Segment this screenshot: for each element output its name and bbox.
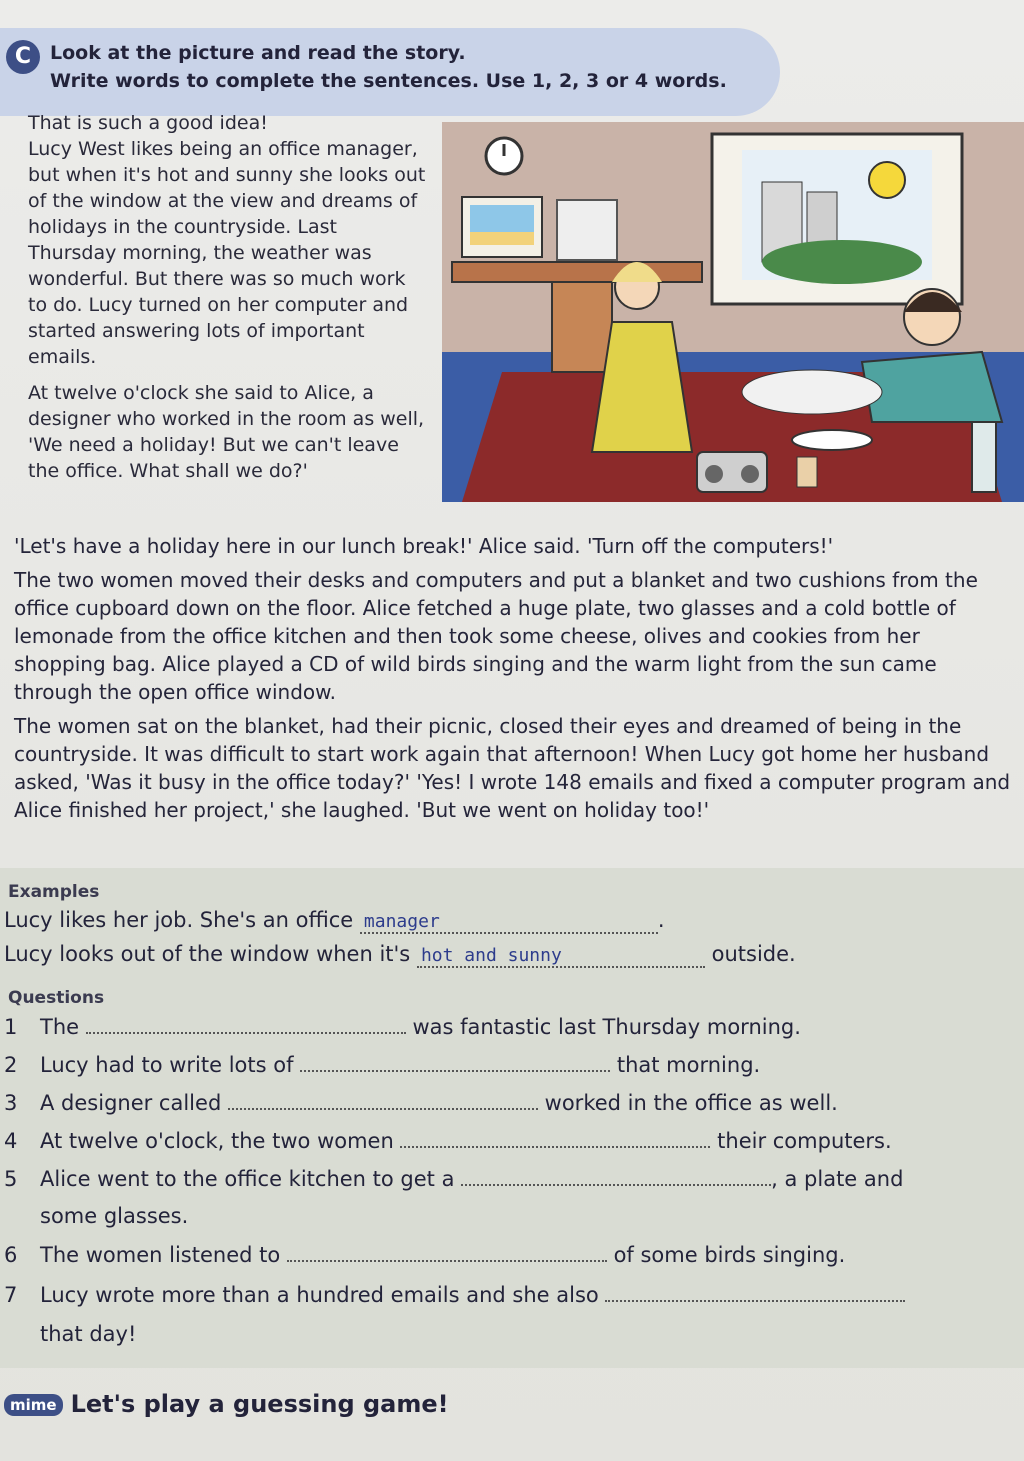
question-3-number: 3 — [4, 1091, 18, 1115]
question-2-number: 2 — [4, 1053, 18, 1077]
sun-icon — [869, 162, 905, 198]
question-5-blank[interactable] — [461, 1166, 771, 1186]
example-1 — [4, 908, 665, 934]
question-1-after: was fantastic last Thursday morning. — [412, 1015, 801, 1039]
question-6-blank[interactable] — [287, 1242, 607, 1262]
question-7-before: Lucy wrote more than a hundred emails and she also — [40, 1283, 599, 1307]
guessing-game-heading — [4, 1390, 449, 1418]
story-paragraph-3-text: 'Let's have a holiday here in our lunch break!' Alice said. 'Turn off the computers!' — [14, 534, 834, 558]
question-6-number: 6 — [4, 1243, 18, 1267]
question-5-after: , a plate and — [771, 1167, 904, 1191]
plate-icon — [792, 430, 872, 450]
instruction-line-2: Write words to complete the sentences. Use 1, 2, 3 or 4 words. — [50, 70, 727, 92]
story-paragraph-5-text: The women sat on the blanket, had their picnic, closed their eyes and dreamed of being in the countryside. It was difficult to start work again that afternoon! When Lucy got home her husband asked, 'Was it busy in the office today?' 'Yes! I wrote 148 emails and fixed a computer program and Alice finished her project,' she laughed. 'But we went on holiday too!' — [14, 714, 1011, 822]
story-paragraph-2: At twelve o'clock she said to Alice, a designer who worked in the room as well, 'We need a holiday! But we can't leave the office. What shall we do?' — [28, 382, 425, 482]
example-1-before: Lucy likes her job. She's an office — [4, 908, 354, 932]
example-1-after: . — [657, 908, 665, 932]
guessing-game-title: Let's play a guessing game! — [70, 1390, 449, 1418]
question-3-before: A designer called — [40, 1091, 222, 1115]
story-paragraph-3 — [14, 532, 1014, 560]
question-4-blank[interactable] — [400, 1128, 710, 1148]
question-1-before: The — [40, 1015, 80, 1039]
example-1-answer: manager — [360, 911, 658, 934]
question-5-continuation — [4, 1204, 188, 1228]
examples-heading: Examples — [8, 882, 100, 902]
question-7-continuation-text: that day! — [40, 1322, 137, 1346]
question-1-number: 1 — [4, 1015, 18, 1039]
question-1 — [4, 1014, 801, 1039]
question-7-blank[interactable] — [605, 1282, 905, 1302]
question-5-before: Alice went to the office kitchen to get a — [40, 1167, 455, 1191]
example-2-after: outside. — [711, 942, 796, 966]
question-3-blank[interactable] — [228, 1090, 538, 1110]
question-2-after: that morning. — [616, 1053, 761, 1077]
story-top-column — [28, 110, 428, 494]
mime-label: mime — [4, 1394, 63, 1416]
question-4-after: their computers. — [717, 1129, 892, 1153]
story-title: That is such a good idea! — [28, 112, 268, 134]
example-2-before: Lucy looks out of the window when it's — [4, 942, 411, 966]
question-5 — [4, 1166, 903, 1191]
question-3-after: worked in the office as well. — [544, 1091, 838, 1115]
story-paragraph-1: Lucy West likes being an office manager, but when it's hot and sunny she looks out of the window at the view and dreams of holidays in the countryside. Last Thursday morning, the weather was wonderful. But there was so much work to do. Lucy turned on her computer and started answering lots of important emails. — [28, 138, 426, 368]
question-2-before: Lucy had to write lots of — [40, 1053, 294, 1077]
section-badge: C — [6, 40, 40, 74]
question-7 — [4, 1282, 905, 1307]
question-4-number: 4 — [4, 1129, 18, 1153]
office-picnic-illustration — [442, 122, 1024, 502]
example-2 — [4, 942, 796, 968]
question-2 — [4, 1052, 760, 1077]
story-paragraph-4 — [14, 566, 1014, 706]
example-2-answer: hot and sunny — [417, 945, 705, 968]
bottle-icon — [972, 422, 996, 492]
story-paragraph-4-text: The two women moved their desks and computers and put a blanket and two cushions from the office cupboard down on the floor. Alice fetched a huge plate, two glasses and a cold bottle of lemonade from the office kitchen and then took some cheese, olives and cookies from her shopping bag. Alice played a CD of wild birds singing and the warm light from the sun came through the open office window. — [14, 568, 978, 704]
question-5-continuation-text: some glasses. — [40, 1204, 189, 1228]
question-4-before: At twelve o'clock, the two women — [40, 1129, 394, 1153]
glass-icon — [797, 457, 817, 487]
question-6 — [4, 1242, 845, 1267]
question-6-after: of some birds singing. — [613, 1243, 846, 1267]
question-3 — [4, 1090, 838, 1115]
questions-heading: Questions — [8, 988, 105, 1008]
question-4 — [4, 1128, 892, 1153]
question-1-blank[interactable] — [86, 1014, 406, 1034]
instruction-line-1: Look at the picture and read the story. — [50, 42, 466, 64]
story-paragraph-5 — [14, 712, 1014, 824]
question-7-continuation — [4, 1322, 136, 1346]
question-2-blank[interactable] — [300, 1052, 610, 1072]
question-5-number: 5 — [4, 1167, 18, 1191]
question-6-before: The women listened to — [40, 1243, 281, 1267]
question-7-number: 7 — [4, 1283, 18, 1307]
